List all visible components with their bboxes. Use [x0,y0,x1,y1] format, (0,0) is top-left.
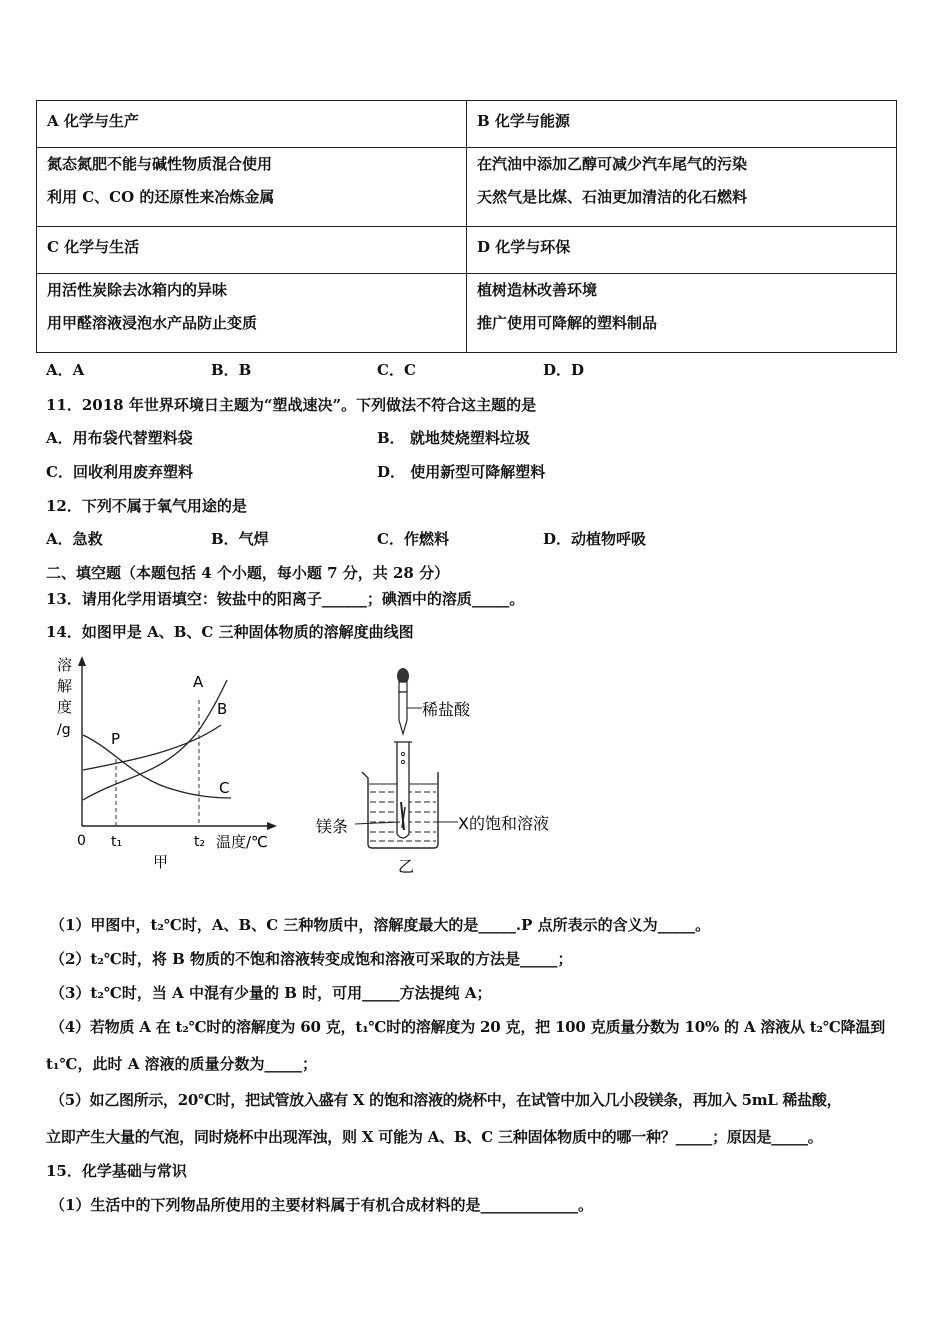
q12-option-d[interactable]: D．动植物呼吸 [543,530,647,548]
origin-label: 0 [77,833,86,849]
q11-stem: 11．2018 年世界环境日主题为“塑战速决”。下列做法不符合这主题的是 [46,396,537,414]
cell-d-body [467,274,897,353]
acid-label: 稀盐酸 [422,700,471,719]
q14-part4: （4）若物质 A 在 t₂℃时的溶解度为 60 克，t₁℃时的溶解度为 20 克，把 100 克质量分数为 10% 的 A 溶液从 t₂℃降温到 [50,1018,886,1036]
cell-a-line1: 氮态氮肥不能与碱性物质混合使用 [47,155,273,173]
cell-b-body [467,148,897,227]
solubility-graph [45,650,290,880]
cell-a-line2: 利用 C、CO 的还原性来冶炼金属 [47,188,275,206]
q14-stem: 14．如图甲是 A、B、C 三种固体物质的溶解度曲线图 [46,623,414,641]
xlabel: 温度/℃ [216,833,268,851]
cell-d-line2: 推广使用可降解的塑料制品 [477,314,658,332]
options-table [36,100,897,353]
q10-option-b[interactable]: B．B [211,361,252,379]
q10-option-d[interactable]: D．D [543,361,585,379]
mg-pointer [355,822,400,824]
q13-text: 13．请用化学用语填空：铵盐中的阳离子______；碘酒中的溶质_____。 [46,590,525,608]
ylabel-2: 解 [57,677,73,695]
q14-part5-cont: 立即产生大量的气泡，同时烧杯中出现浑浊，则 X 可能为 A、B、C 三种固体物质中的哪一种？_____；原因是_____。 [46,1128,823,1146]
cell-b-line2: 天然气是比煤、石油更加清洁的化石燃料 [477,188,748,206]
q10-option-a[interactable]: A．A [46,361,85,379]
q15-stem: 15．化学基础与常识 [46,1162,187,1180]
ylabel-1: 溶 [57,656,73,674]
apparatus-diagram [300,662,570,882]
q11-option-d[interactable]: D． 使用新型可降解塑料 [377,463,546,481]
cell-d-title: D 化学与环保 [467,227,897,274]
x-axis-arrow [267,822,277,830]
q15-part1: （1）生活中的下列物品所使用的主要材料属于有机合成材料的是_____________。 [50,1196,593,1214]
cell-b-line1: 在汽油中添加乙醇可减少汽车尾气的污染 [477,155,748,173]
q10-option-c[interactable]: C．C [377,361,416,379]
y-axis-arrow [78,656,86,666]
cell-c-line2: 用甲醛溶液浸泡水产品防止变质 [47,314,258,332]
cell-b-title: B 化学与能源 [467,101,897,148]
cell-a-body [37,148,467,227]
curve-a [83,680,230,800]
solution-label: X的饱和溶液 [458,814,549,833]
q11-option-b[interactable]: B． 就地焚烧塑料垃圾 [377,429,530,447]
q12-option-c[interactable]: C．作燃料 [377,530,449,548]
t1-label: t₁ [111,834,123,850]
q14-part1: （1）甲图中，t₂℃时，A、B、C 三种物质中，溶解度最大的是_____.P 点所表示的含义为_____。 [50,916,711,934]
q14-part4-cont: t₁℃，此时 A 溶液的质量分数为_____； [46,1055,318,1073]
cell-d-line1: 植树造林改善环境 [477,281,598,299]
q12-stem: 12．下列不属于氧气用途的是 [46,497,247,515]
cell-a-title: A 化学与生产 [37,101,467,148]
t2-label: t₂ [194,834,206,850]
curve-c-label: C [219,779,230,797]
q12-option-b[interactable]: B．气焊 [211,530,269,548]
q11-option-c[interactable]: C．回收利用废弃塑料 [46,463,193,481]
curve-a-label: A [193,673,204,691]
dropper-tube [399,692,407,734]
cell-c-title: C 化学与生活 [37,227,467,274]
q12-option-a[interactable]: A．急救 [46,530,103,548]
mg-label: 镁条 [316,817,349,836]
graph-caption: 甲 [153,853,169,871]
apparatus-caption: 乙 [398,857,415,876]
q14-part3: （3）t₂℃时，当 A 中混有少量的 B 时，可用_____方法提纯 A； [50,984,492,1002]
point-p-label: P [111,730,121,748]
ylabel-4: /g [57,722,71,738]
dropper-neck [399,682,407,692]
q14-part2: （2）t₂℃时，将 B 物质的不饱和溶液转变成饱和溶液可采取的方法是_____； [50,950,573,968]
cell-c-line1: 用活性炭除去冰箱内的异味 [47,281,228,299]
q11-option-a[interactable]: A．用布袋代替塑料袋 [46,429,193,447]
curve-b-label: B [217,700,228,718]
q14-part5: （5）如乙图所示，20℃时，把试管放入盛有 X 的饱和溶液的烧杯中，在试管中加入几小段镁条，再加入 5mL 稀盐酸， [50,1091,842,1109]
ylabel-3: 度 [57,698,73,716]
cell-c-body [37,274,467,353]
section2-heading: 二、填空题（本题包括 4 个小题，每小题 7 分，共 28 分） [46,564,450,582]
